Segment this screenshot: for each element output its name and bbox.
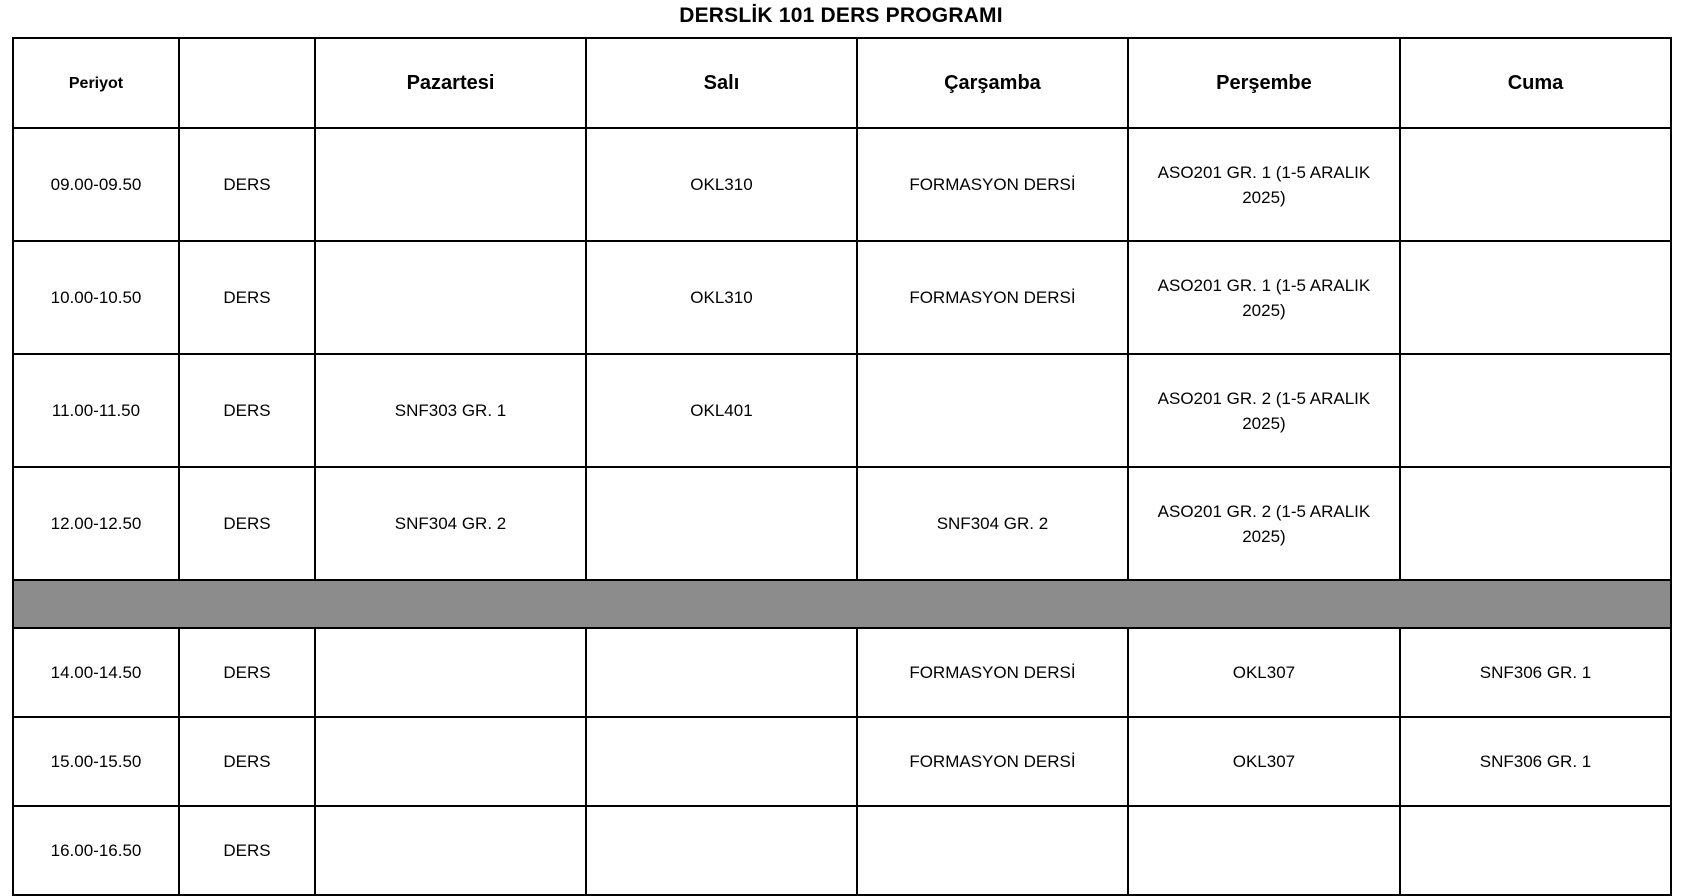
tuesday-cell [586,467,857,580]
table-row [13,806,1671,895]
table-row [13,241,1671,354]
monday-cell [315,806,586,895]
friday-cell: SNF306 GR. 1 [1400,717,1671,806]
period-cell: 16.00-16.50 [13,806,179,895]
header-tuesday: Salı [586,38,857,128]
type-cell: DERS [179,806,315,895]
wednesday-cell: FORMASYON DERSİ [857,241,1128,354]
thursday-cell: OKL307 [1128,628,1400,717]
friday-cell: SNF306 GR. 1 [1400,628,1671,717]
monday-cell [315,241,586,354]
friday-cell [1400,128,1671,241]
tuesday-cell: OKL310 [586,241,857,354]
type-cell: DERS [179,128,315,241]
header-period: Periyot [13,38,179,128]
friday-cell [1400,241,1671,354]
tuesday-cell: OKL310 [586,128,857,241]
wednesday-cell: FORMASYON DERSİ [857,128,1128,241]
header-friday: Cuma [1400,38,1671,128]
type-cell: DERS [179,354,315,467]
table-row [13,467,1671,580]
monday-cell [315,717,586,806]
lunch-break-row [13,580,1671,628]
wednesday-cell: FORMASYON DERSİ [857,628,1128,717]
period-cell: 14.00-14.50 [13,628,179,717]
wednesday-cell [857,354,1128,467]
thursday-cell: OKL307 [1128,717,1400,806]
thursday-cell: ASO201 GR. 2 (1-5 ARALIK 2025) [1128,354,1400,467]
page-title: DERSLİK 101 DERS PROGRAMI [679,4,1003,27]
type-cell: DERS [179,628,315,717]
header-thursday: Perşembe [1128,38,1400,128]
type-cell: DERS [179,241,315,354]
period-cell: 12.00-12.50 [13,467,179,580]
header-row [13,38,1671,128]
friday-cell [1400,354,1671,467]
wednesday-cell [857,806,1128,895]
period-cell: 11.00-11.50 [13,354,179,467]
wednesday-cell: FORMASYON DERSİ [857,717,1128,806]
tuesday-cell [586,717,857,806]
tuesday-cell [586,806,857,895]
friday-cell [1400,467,1671,580]
period-cell: 15.00-15.50 [13,717,179,806]
table-row [13,628,1671,717]
period-cell: 10.00-10.50 [13,241,179,354]
monday-cell [315,628,586,717]
table-row [13,717,1671,806]
wednesday-cell: SNF304 GR. 2 [857,467,1128,580]
lunch-break-bar [13,580,1671,628]
friday-cell [1400,806,1671,895]
type-cell: DERS [179,717,315,806]
tuesday-cell: OKL401 [586,354,857,467]
header-monday: Pazartesi [315,38,586,128]
thursday-cell: ASO201 GR. 1 (1-5 ARALIK 2025) [1128,241,1400,354]
monday-cell: SNF304 GR. 2 [315,467,586,580]
header-type [179,38,315,128]
monday-cell [315,128,586,241]
thursday-cell: ASO201 GR. 2 (1-5 ARALIK 2025) [1128,467,1400,580]
schedule-table [12,37,1672,896]
table-row [13,354,1671,467]
monday-cell: SNF303 GR. 1 [315,354,586,467]
thursday-cell [1128,806,1400,895]
type-cell: DERS [179,467,315,580]
header-wednesday: Çarşamba [857,38,1128,128]
period-cell: 09.00-09.50 [13,128,179,241]
tuesday-cell [586,628,857,717]
table-row [13,128,1671,241]
thursday-cell: ASO201 GR. 1 (1-5 ARALIK 2025) [1128,128,1400,241]
